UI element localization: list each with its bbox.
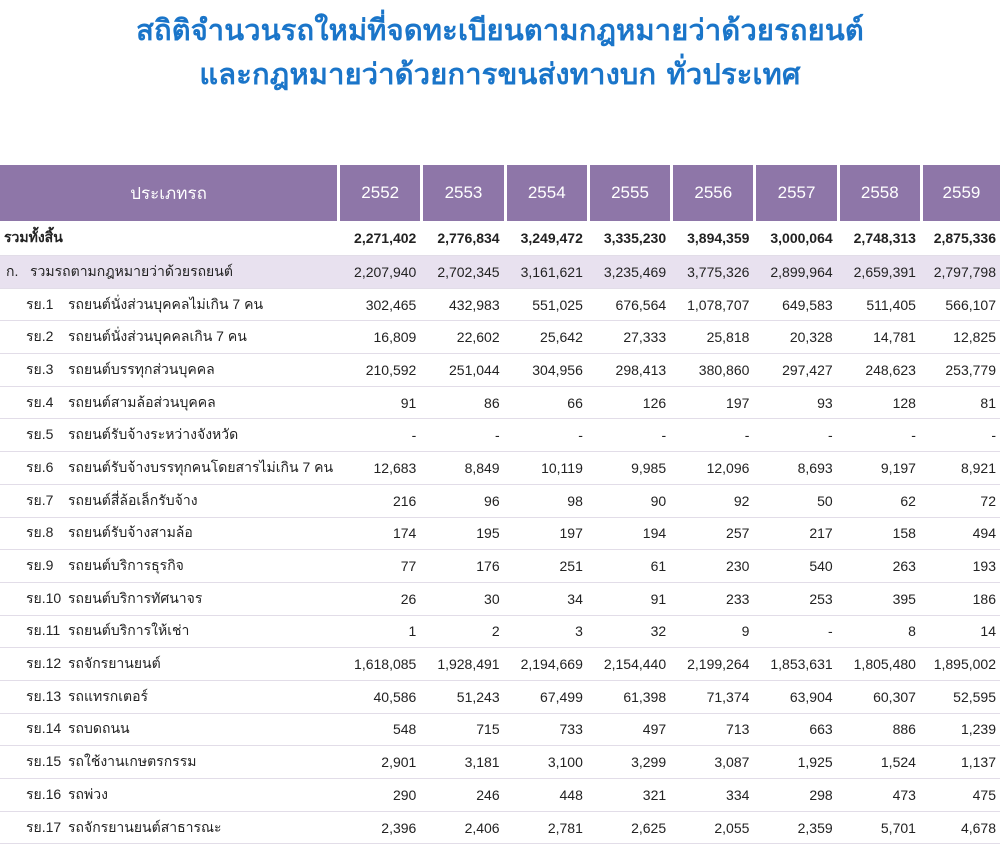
vehicle-code: รย.5 [26, 426, 54, 443]
vehicle-name: รถยนต์บริการธุรกิจ [68, 557, 184, 574]
title-line-2: และกฎหมายว่าด้วยการขนส่งทางบก ทั่วประเทศ [199, 57, 801, 91]
vehicle-name: รถจักรยานยนต์ [68, 655, 161, 672]
vehicle-name: รถยนต์รับจ้างระหว่างจังหวัด [68, 426, 239, 443]
table-cell: 3 [504, 616, 587, 649]
table-cell: 304,956 [504, 354, 587, 387]
table-cell: 8,921 [920, 452, 1000, 485]
table-row [0, 518, 1000, 551]
vehicle-code: รย.2 [26, 328, 54, 345]
table-cell: 2,901 [337, 746, 420, 779]
table-cell: 715 [420, 714, 503, 747]
header-year: 2552 [337, 165, 420, 221]
table-cell: 195 [420, 518, 503, 551]
table-cell: 30 [420, 583, 503, 616]
vehicle-code: รย.17 [26, 818, 62, 835]
table-cell: 253 [753, 583, 836, 616]
vehicle-code: รย.14 [26, 720, 62, 737]
table-row [0, 616, 1000, 649]
table-cell: 10,119 [504, 452, 587, 485]
table-cell: 2 [420, 616, 503, 649]
table-cell: 60,307 [837, 681, 920, 714]
table-cell: 475 [920, 779, 1000, 812]
table-cell: 497 [587, 714, 670, 747]
table-cell: 27,333 [587, 321, 670, 354]
table-cell: 32 [587, 616, 670, 649]
table-cell: 8,849 [420, 452, 503, 485]
table-cell: 334 [670, 779, 753, 812]
table-cell: 62 [837, 485, 920, 518]
table-cell: 298 [753, 779, 836, 812]
table-cell: - [670, 419, 753, 452]
table-cell: 61,398 [587, 681, 670, 714]
table-cell: 713 [670, 714, 753, 747]
table-cell: 86 [420, 387, 503, 420]
table-cell: 197 [504, 518, 587, 551]
table-cell: 9 [670, 616, 753, 649]
table-cell: 246 [420, 779, 503, 812]
vehicle-code: รย.7 [26, 491, 54, 508]
table-cell: 12,825 [920, 321, 1000, 354]
table-cell: 230 [670, 550, 753, 583]
table-cell: 302,465 [337, 289, 420, 322]
table-cell: 12,683 [337, 452, 420, 485]
vehicle-name: รถยนต์รับจ้างบรรทุกคนโดยสารไม่เกิน 7 คน [68, 458, 334, 475]
vehicle-name: รถยนต์บริการทัศนาจร [68, 589, 203, 606]
vehicle-name: รถยนต์บรรทุกส่วนบุคคล [68, 360, 215, 377]
table-cell: 511,405 [837, 289, 920, 322]
table-cell: 540 [753, 550, 836, 583]
table-cell: 298,413 [587, 354, 670, 387]
vehicle-code: รย.11 [26, 622, 61, 639]
table-cell: 1,524 [837, 746, 920, 779]
table-cell: 3,249,472 [504, 221, 587, 256]
vehicle-code: รย.10 [26, 589, 62, 606]
table-cell: 4,678 [920, 812, 1000, 845]
page-title [0, 8, 1000, 96]
table-cell: 61 [587, 550, 670, 583]
table-cell: - [420, 419, 503, 452]
table-cell: 9,985 [587, 452, 670, 485]
table-cell: 91 [337, 387, 420, 420]
table-cell: 432,983 [420, 289, 503, 322]
table-cell: 2,359 [753, 812, 836, 845]
vehicle-code: รย.3 [26, 360, 54, 377]
vehicle-code: รย.12 [26, 655, 62, 672]
table-cell: - [753, 419, 836, 452]
total-row [0, 221, 1000, 256]
table-row [0, 550, 1000, 583]
table-cell: 12,096 [670, 452, 753, 485]
table-header-row [0, 165, 1000, 221]
vehicle-name: รถยนต์บริการให้เช่า [68, 622, 190, 639]
table-cell: 216 [337, 485, 420, 518]
table-cell: 3,181 [420, 746, 503, 779]
vehicle-name: รถใช้งานเกษตรกรรม [68, 753, 197, 770]
table-cell: 3,087 [670, 746, 753, 779]
table-cell: 128 [837, 387, 920, 420]
table-cell: 1,853,631 [753, 648, 836, 681]
table-cell: 77 [337, 550, 420, 583]
table-cell: 26 [337, 583, 420, 616]
table-cell: 290 [337, 779, 420, 812]
table-cell: 251,044 [420, 354, 503, 387]
table-cell: 248,623 [837, 354, 920, 387]
table-row [0, 321, 1000, 354]
table-row [0, 812, 1000, 845]
table-row [0, 387, 1000, 420]
table-cell: 1,925 [753, 746, 836, 779]
table-row [0, 779, 1000, 812]
table-cell: 71,374 [670, 681, 753, 714]
table-cell: 91 [587, 583, 670, 616]
table-cell: 90 [587, 485, 670, 518]
table-cell: 8 [837, 616, 920, 649]
table-row [0, 485, 1000, 518]
table-cell: 1,078,707 [670, 289, 753, 322]
table-cell: 2,899,964 [753, 256, 836, 289]
table-cell: 67,499 [504, 681, 587, 714]
table-cell: 174 [337, 518, 420, 551]
table-row [0, 354, 1000, 387]
table-cell: 14 [920, 616, 1000, 649]
table-row [0, 648, 1000, 681]
table-cell: 1,895,002 [920, 648, 1000, 681]
table-cell: 2,406 [420, 812, 503, 845]
table-cell: - [587, 419, 670, 452]
table-cell: 210,592 [337, 354, 420, 387]
table-cell: 158 [837, 518, 920, 551]
table-cell: 2,702,345 [420, 256, 503, 289]
table-row [0, 746, 1000, 779]
subtotal-label: รวมรถตามกฎหมายว่าด้วยรถยนต์ [30, 262, 233, 279]
table-cell: 3,299 [587, 746, 670, 779]
title-line-1: สถิติจำนวนรถใหม่ที่จดทะเบียนตามกฎหมายว่าด้วยรถยนต์ [136, 13, 864, 47]
vehicle-name: รถยนต์นั่งส่วนบุคคลไม่เกิน 7 คน [68, 295, 264, 312]
header-year: 2559 [920, 165, 1000, 221]
table-cell: 51,243 [420, 681, 503, 714]
table-cell: 25,818 [670, 321, 753, 354]
table-cell: 9,197 [837, 452, 920, 485]
table-cell: 257 [670, 518, 753, 551]
vehicle-code: รย.8 [26, 524, 54, 541]
vehicle-code: รย.16 [26, 785, 62, 802]
table-cell: 3,775,326 [670, 256, 753, 289]
table-cell: 733 [504, 714, 587, 747]
table-cell: 494 [920, 518, 1000, 551]
table-cell: 886 [837, 714, 920, 747]
vehicle-code: รย.4 [26, 393, 54, 410]
table-cell: 194 [587, 518, 670, 551]
table-cell: 2,055 [670, 812, 753, 845]
table-cell: 63,904 [753, 681, 836, 714]
table-cell: 2,207,940 [337, 256, 420, 289]
table-row [0, 419, 1000, 452]
vehicle-name: รถยนต์สี่ล้อเล็กรับจ้าง [68, 491, 198, 508]
header-year: 2556 [670, 165, 753, 221]
table-cell: 2,271,402 [337, 221, 420, 256]
vehicle-code: รย.13 [26, 687, 62, 704]
table-cell: 197 [670, 387, 753, 420]
table-cell: 663 [753, 714, 836, 747]
table-cell: 66 [504, 387, 587, 420]
table-cell: 25,642 [504, 321, 587, 354]
table-cell: 20,328 [753, 321, 836, 354]
table-cell: 3,235,469 [587, 256, 670, 289]
total-label: รวมทั้งสิ้น [0, 221, 337, 256]
table-cell: 2,797,798 [920, 256, 1000, 289]
table-row [0, 714, 1000, 747]
header-year: 2554 [504, 165, 587, 221]
table-cell: 2,194,669 [504, 648, 587, 681]
header-vehicle-type: ประเภทรถ [0, 165, 337, 221]
table-cell: 126 [587, 387, 670, 420]
table-cell: 2,199,264 [670, 648, 753, 681]
vehicle-name: รถยนต์รับจ้างสามล้อ [68, 524, 193, 541]
table-cell: 3,894,359 [670, 221, 753, 256]
table-row [0, 289, 1000, 322]
table-cell: 395 [837, 583, 920, 616]
table-cell: - [920, 419, 1000, 452]
table-cell: 186 [920, 583, 1000, 616]
vehicle-name: รถจักรยานยนต์สาธารณะ [68, 818, 222, 835]
table-cell: 297,427 [753, 354, 836, 387]
table-cell: 96 [420, 485, 503, 518]
header-year: 2558 [837, 165, 920, 221]
table-cell: 2,875,336 [920, 221, 1000, 256]
table-cell: 40,586 [337, 681, 420, 714]
table-cell: 2,154,440 [587, 648, 670, 681]
header-year: 2555 [587, 165, 670, 221]
table-cell: 93 [753, 387, 836, 420]
table-cell: - [753, 616, 836, 649]
registration-table [0, 165, 1000, 844]
table-cell: 448 [504, 779, 587, 812]
table-cell: 1,928,491 [420, 648, 503, 681]
table-cell: 548 [337, 714, 420, 747]
table-cell: 193 [920, 550, 1000, 583]
table-cell: 1 [337, 616, 420, 649]
table-cell: 1,137 [920, 746, 1000, 779]
table-cell: 473 [837, 779, 920, 812]
table-cell: 3,335,230 [587, 221, 670, 256]
table-cell: 1,618,085 [337, 648, 420, 681]
table-row [0, 583, 1000, 616]
table-cell: 3,161,621 [504, 256, 587, 289]
header-year: 2557 [753, 165, 836, 221]
table-cell: 217 [753, 518, 836, 551]
table-cell: 2,396 [337, 812, 420, 845]
table-cell: 676,564 [587, 289, 670, 322]
vehicle-code: รย.9 [26, 557, 54, 574]
vehicle-name: รถยนต์นั่งส่วนบุคคลเกิน 7 คน [68, 328, 247, 345]
table-cell: 52,595 [920, 681, 1000, 714]
table-cell: 98 [504, 485, 587, 518]
vehicle-code: รย.15 [26, 753, 62, 770]
table-cell: 566,107 [920, 289, 1000, 322]
table-cell: 8,693 [753, 452, 836, 485]
table-cell: 14,781 [837, 321, 920, 354]
table-cell: 2,625 [587, 812, 670, 845]
table-cell: 251 [504, 550, 587, 583]
table-cell: 3,000,064 [753, 221, 836, 256]
table-cell: 3,100 [504, 746, 587, 779]
table-cell: 81 [920, 387, 1000, 420]
table-cell: - [837, 419, 920, 452]
table-row [0, 452, 1000, 485]
table-cell: 321 [587, 779, 670, 812]
table-cell: 2,776,834 [420, 221, 503, 256]
table-cell: 1,805,480 [837, 648, 920, 681]
table-cell: - [504, 419, 587, 452]
table-cell: 16,809 [337, 321, 420, 354]
table-cell: 380,860 [670, 354, 753, 387]
table-cell: 233 [670, 583, 753, 616]
table-cell: 263 [837, 550, 920, 583]
table-cell: 2,781 [504, 812, 587, 845]
subtotal-code: ก. [6, 262, 19, 279]
vehicle-name: รถพ่วง [68, 785, 108, 802]
table-cell: 22,602 [420, 321, 503, 354]
vehicle-name: รถยนต์สามล้อส่วนบุคคล [68, 393, 216, 410]
table-cell: 34 [504, 583, 587, 616]
table-cell: 176 [420, 550, 503, 583]
table-cell: 92 [670, 485, 753, 518]
table-cell: 253,779 [920, 354, 1000, 387]
table-row [0, 681, 1000, 714]
table-cell: 551,025 [504, 289, 587, 322]
table-cell: 2,748,313 [837, 221, 920, 256]
table-cell: 649,583 [753, 289, 836, 322]
header-year: 2553 [420, 165, 503, 221]
subtotal-row [0, 256, 1000, 289]
table-cell: 1,239 [920, 714, 1000, 747]
table-cell: 50 [753, 485, 836, 518]
table-cell: 2,659,391 [837, 256, 920, 289]
vehicle-code: รย.6 [26, 458, 54, 475]
table-cell: 72 [920, 485, 1000, 518]
vehicle-name: รถแทรกเตอร์ [68, 687, 149, 704]
table-cell: - [337, 419, 420, 452]
vehicle-code: รย.1 [26, 295, 54, 312]
vehicle-name: รถบดถนน [68, 720, 130, 737]
table-cell: 5,701 [837, 812, 920, 845]
